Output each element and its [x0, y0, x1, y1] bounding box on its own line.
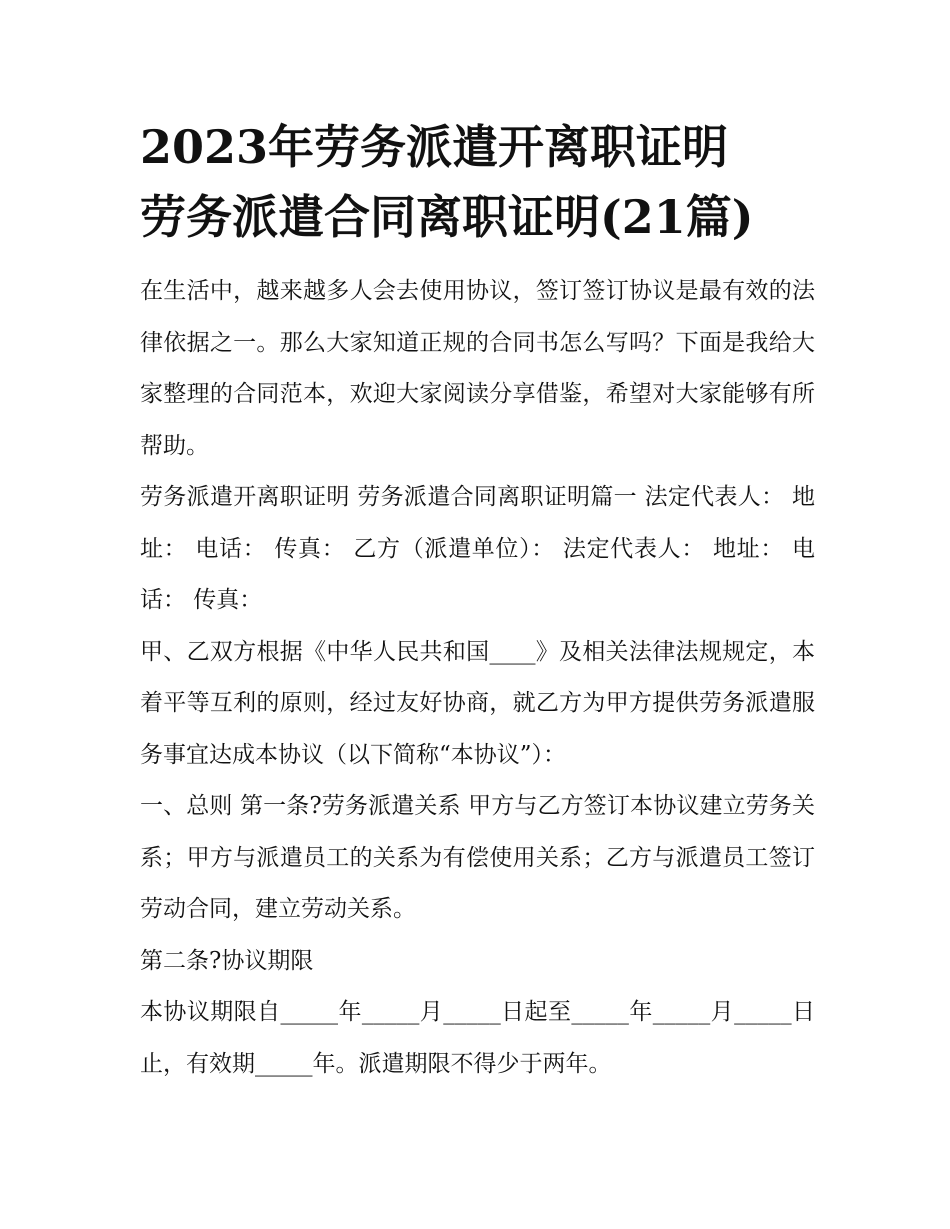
- title-line-2: 劳务派遣合同离职证明(21篇): [140, 190, 754, 244]
- paragraph-parties: 劳务派遣开离职证明 劳务派遣合同离职证明篇一 法定代表人： 地址： 电话： 传真： 乙方（派遣单位）： 法定代表人： 地址： 电话： 传真：: [140, 484, 815, 613]
- paragraph-article-2-heading: 第二条?协议期限: [140, 947, 314, 974]
- document-title: [140, 112, 815, 252]
- document-page: [140, 112, 815, 1090]
- paragraph-intro: 在生活中，越来越多人会去使用协议，签订签订协议是最有效的法律依据之一。那么大家知道正规的合同书怎么写吗？下面是我给大家整理的合同范本，欢迎大家阅读分享借鉴，希望对大家能够有所帮助。: [140, 278, 815, 459]
- paragraph-preamble: 甲、乙双方根据《中华人民共和国____》及相关法律法规规定，本着平等互利的原则，经过友好协商，就乙方为甲方提供劳务派遣服务事宜达成本协议（以下简称“本协议”）：: [140, 638, 815, 768]
- document-body: [140, 266, 815, 1090]
- paragraph-term: 本协议期限自_____年_____月_____日起至_____年_____月_____日止，有效期_____年。派遣期限不得少于两年。: [140, 999, 815, 1077]
- title-line-1: 2023年劳务派遣开离职证明: [140, 120, 729, 174]
- paragraph-article-1: 一、总则 第一条?劳务派遣关系 甲方与乙方签订本协议建立劳务关系；甲方与派遣员工的关系为有偿使用关系；乙方与派遣员工签订劳动合同，建立劳动关系。: [140, 793, 815, 922]
